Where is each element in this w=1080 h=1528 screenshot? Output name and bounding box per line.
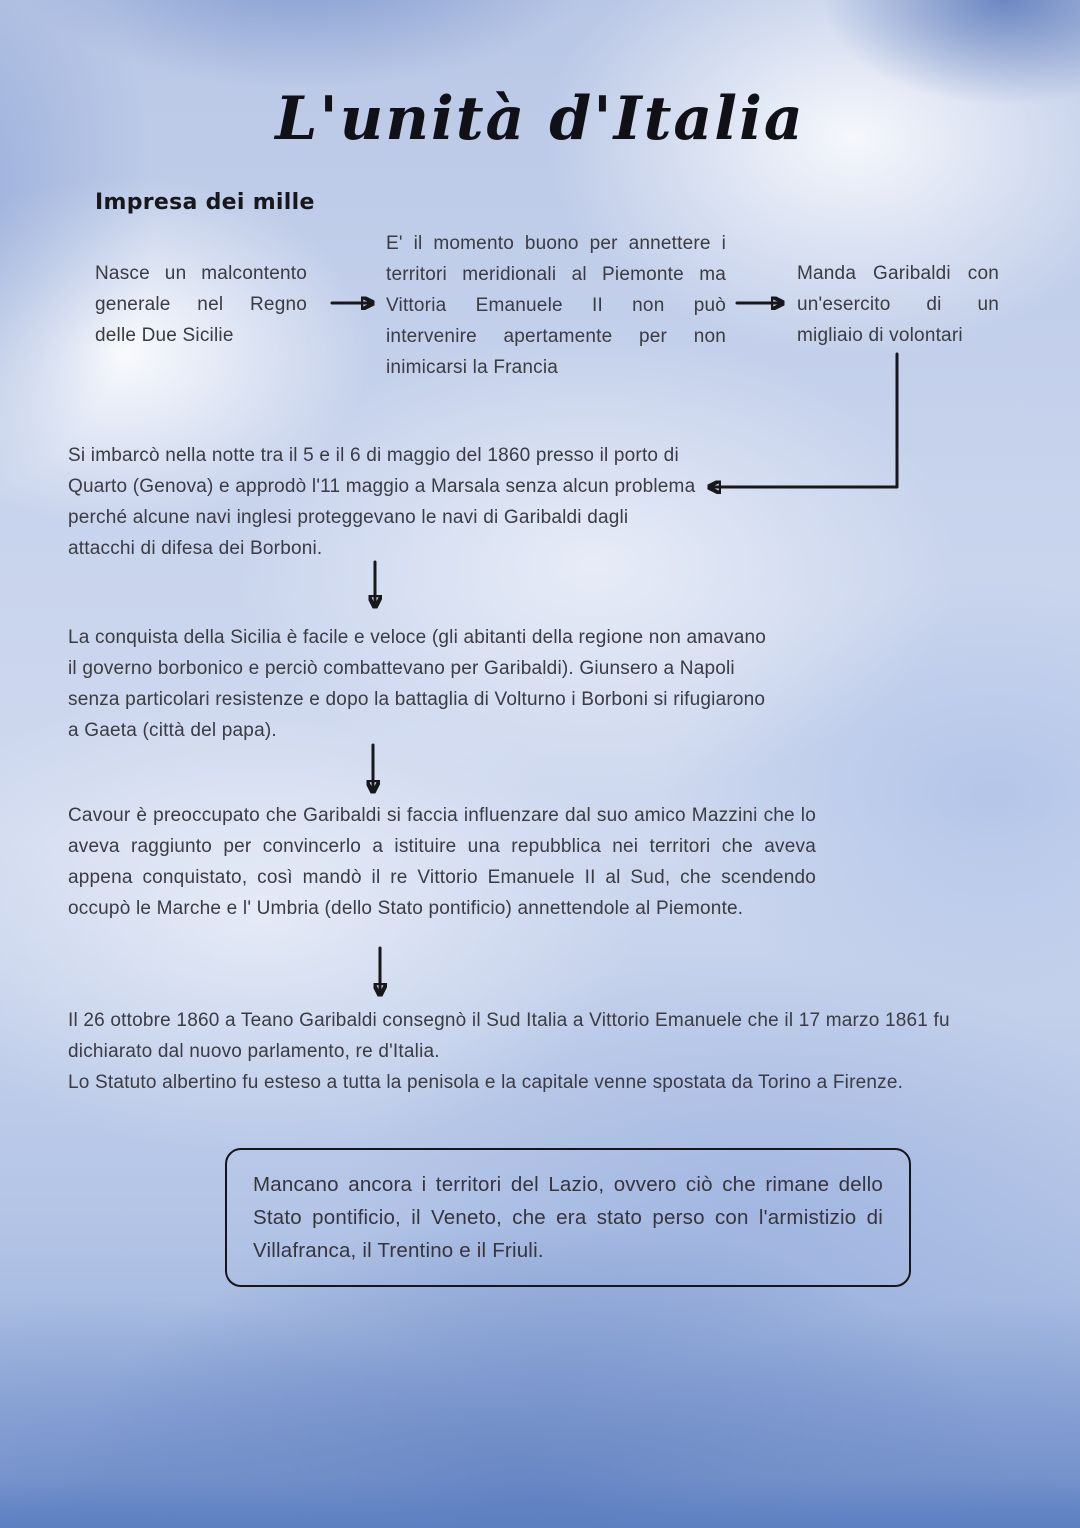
note-box: Mancano ancora i territori del Lazio, ovvero ciò che rimane dello Stato pontificio, il Veneto, che era stato perso con l'armistizio di Villafranca, il Trentino e il Friuli. [225,1148,911,1287]
paragraph-teano-line-2: Lo Statuto albertino fu esteso a tutta la penisola e la capitale venne spostata da Torino a Firenze. [68,1072,904,1093]
paragraph-teano [68,1005,1028,1098]
paragraph-teano-line-1: Il 26 ottobre 1860 a Teano Garibaldi consegnò il Sud Italia a Vittorio Emanuele che il 17 marzo 1861 fu dichiarato dal nuovo parlamento, re d'Italia. [68,1010,950,1062]
paragraph-imbarco: Si imbarcò nella notte tra il 5 e il 6 di maggio del 1860 presso il porto di Quarto (Genova) e approdò l'11 maggio a Marsala senza alcun problema perché alcune navi inglesi proteggevano le navi di Garibaldi dagli attacchi di difesa dei Borboni. [68,445,696,559]
flow-node-annessione: E' il momento buono per annettere i territori meridionali al Piemonte ma Vittoria Emanuele II non può intervenire apertamente per non inimicarsi la Francia [386,233,726,378]
flow-node-garibaldi: Manda Garibaldi con un'esercito di un migliaio di volontari [797,263,999,346]
arrow-right-to-imbarco [710,354,897,487]
paragraph-cavour: Cavour è preoccupato che Garibaldi si faccia influenzare dal suo amico Mazzini che lo aveva raggiunto per convincerlo a istituire una repubblica nei territori che aveva appena conquistato, così mandò il re Vittorio Emanuele II al Sud, che scendendo occupò le Marche e l' Umbria (dello Stato pontificio) annettendole al Piemonte. [68,805,816,919]
page-title: L'unità d'Italia [275,84,805,155]
paragraph-conquista-sicilia: La conquista della Sicilia è facile e veloce (gli abitanti della regione non amavano il governo borbonico e perciò combattevano per Garibaldi). Giunsero a Napoli senza particolari resistenze e dopo la battaglia di Volturno i Borboni si rifugiarono a Gaeta (città del papa). [68,627,767,741]
section-heading: Impresa dei mille [95,190,315,216]
flow-node-malcontento: Nasce un malcontento generale nel Regno delle Due Sicilie [95,263,307,346]
